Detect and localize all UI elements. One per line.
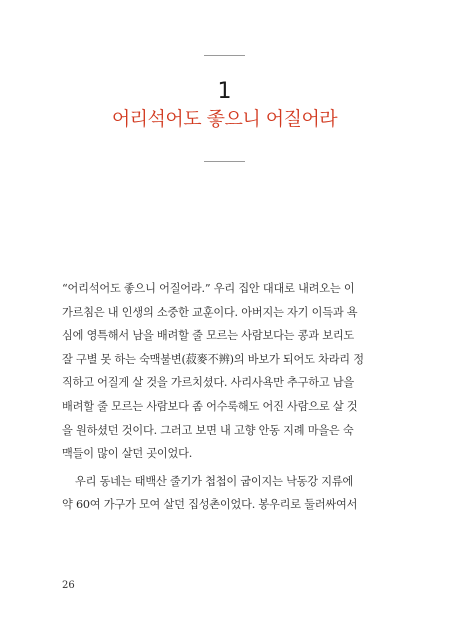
text-line: 약 60여 가구가 모여 살던 집성촌이었다. 봉우리로 둘러싸여서 bbox=[62, 498, 358, 512]
chapter-number: 1 bbox=[217, 79, 232, 104]
text-line: 을 원하셨던 것이다. 그러고 보면 내 고향 안동 지례 마을은 숙 bbox=[62, 423, 354, 437]
text-line: 잘 구별 못 하는 숙맥불변(菽麥不辨)의 바보가 되어도 차라리 정 bbox=[62, 352, 364, 366]
text-line: 배려할 줄 모르는 사람보다 좀 어수룩해도 어진 사람으로 살 것 bbox=[62, 399, 358, 413]
paragraph-2 bbox=[62, 470, 399, 517]
chapter-title: 어리석어도 좋으니 어질어라 bbox=[111, 108, 338, 130]
body-text bbox=[62, 277, 399, 517]
text-line: 심에 영특해서 남을 배려할 줄 모르는 사람보다는 콩과 보리도 bbox=[62, 329, 355, 343]
text-line: 가르침은 내 인생의 소중한 교훈이다. 아버지는 자기 이득과 욕 bbox=[62, 305, 358, 319]
rule-top bbox=[204, 55, 245, 56]
text-line: “어리석어도 좋으니 어질어라.” 우리 집안 대대로 내려오는 이 bbox=[62, 282, 355, 295]
text-line: 우리 동네는 태백산 줄기가 첩첩이 굽이지는 낙동강 지류에 bbox=[75, 474, 354, 488]
page-number: 26 bbox=[62, 580, 75, 591]
text-line: 직하고 어질게 살 것을 가르치셨다. 사리사욕만 추구하고 남을 bbox=[62, 376, 355, 390]
paragraph-1 bbox=[62, 277, 399, 466]
rule-bottom bbox=[204, 161, 245, 162]
text-line: 맥들이 많이 살던 곳이었다. bbox=[62, 447, 193, 461]
